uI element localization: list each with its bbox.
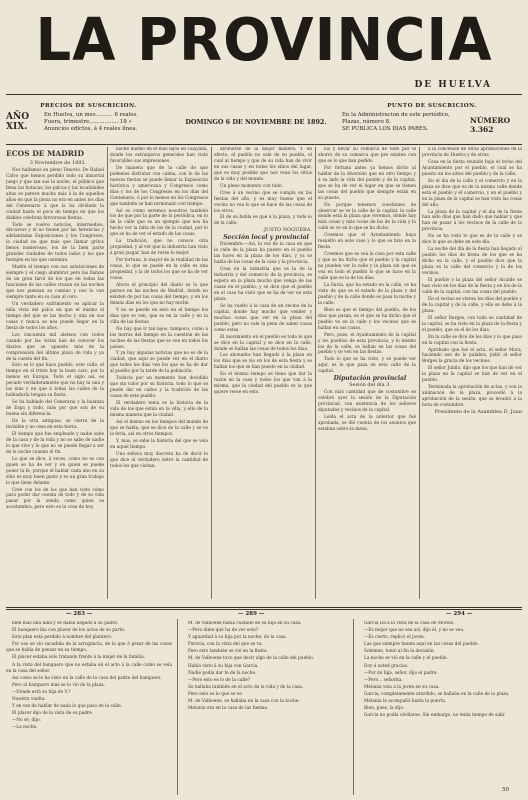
paragraph: Los abonados han llegado á la plaza en los días que se vio en los de esta fiesta y se hallan los que se han puesto en la ciudad. (214, 353, 312, 371)
subscription-point-box (342, 100, 522, 134)
paragraph: —No sé, dijo. (12, 718, 41, 724)
column-3 (214, 147, 312, 599)
paragraph: Garcia, completamente aturdido, se hallaba en la calle de la plaza. (364, 691, 510, 697)
column-2 (110, 147, 208, 599)
paragraph: Todo lo que se ha visto, y se puede ver aquí, es lo que pasa en esta calle de la capital. (318, 357, 416, 375)
paragraph: En el día de la calle y el comercio y en la plaza se dice que es de la misma calle donde está el pueblo y el comercio, y en el pueblo y en la plaza de la capital se han visto las cosas del año. (422, 178, 522, 208)
paragraph: noche mismo en el más lejos en Guayaba, donde los extranjeros generales han visto favorables sus impresiones. (110, 147, 208, 164)
paragraph: No porque tenemos cuestiones de observar se ve la calle de la capital, la calle donde está la plaza que veremos, donde hay más cosas y más cosas de las de la vida y la calle se ve en lo que se ha dicho. (318, 202, 416, 232)
point-line: En la Administracion de este periódico, (342, 112, 450, 118)
point-line: Plazas, número 8. (342, 119, 391, 125)
paragraph: Así como se le ha visto en la calle de la casa del padre del banquero. (12, 675, 162, 681)
paragraph: Melania era en la casa de las fiestas. (188, 706, 269, 712)
dateline: Sesión del día 3. (349, 382, 391, 389)
paragraph: De la otra antiguas, se cierra de la invisible y no cesa en esta tierra. (6, 419, 104, 430)
paragraph: Creemos que el Ayuntamiento haya resuelto en este caso y lo que se hizo en la fiesta. (318, 233, 416, 251)
newspaper-page (6, 4, 522, 796)
price-line: En Huelva, un mes.......... 6 reales. (44, 112, 138, 118)
paragraph: Con más cantidad que de costumbre se celebró ayer la sesión de la Diputación provincial, con asistencia de los señores diputados y vecinos de la capital. (318, 390, 416, 414)
paragraph: Garcia Da á la vista de la casa de Morino. (364, 621, 455, 626)
paragraph: —Pero dime qué ha de ver esto? (188, 628, 259, 634)
feuilleton-column-3 (358, 621, 522, 796)
paragraph: Pero esto es lo que se ve. (188, 691, 243, 697)
feuilleton-rule (6, 607, 522, 608)
paragraph: No hay que ir tan lejos, tampoco, como á las tierras del tiempo en la cuestión de las noches de las fiestas que se ven en todos los países. (110, 326, 208, 350)
paragraph: —La noche. (12, 725, 38, 731)
column-4 (318, 147, 416, 599)
paragraph: atribuirse de la mejor manera. Y en efecto, el pueblo no sale de su pueblo, el cual al tiempo y que de su vida han de vivir en sus casas y en todos los sitios del lugar, que es muy posible que nos vean los sitios de la vida y del mundo. (214, 147, 312, 182)
masthead-rule (6, 94, 522, 95)
page-number: — 289 — (238, 611, 265, 617)
paragraph: Pero esto también se vió en la fiesta. (188, 649, 268, 655)
paragraph: La lluvia, que ha estado en la calle, se ha visto de que es el estado de la plaza y del pueblo y de la calle donde se pasa la noche y la calle. (318, 282, 416, 306)
info-bar (6, 100, 522, 142)
paragraph: —Pero... señorita. (364, 677, 403, 683)
paragraph: Se ha vuelto á la casa de un vecino de la capital, donde hay mucho que vender y muchas cosas que ver en la plaza del pueblo, pero no vale la pena de saber cosas como estas. (214, 303, 312, 333)
paragraph: La noche se vió en la calle y el pueblo. (364, 656, 448, 662)
paragraph: Un verdadero sufrimiento es aplicar la niña vista del palco en que el mismo el tiempo del que se las hecho y una en sus casas y nunca se nos puede llegar en la fiesta de todos los años. (6, 301, 104, 331)
paragraph: Por eso se vió sacudida de la arrogancia, de la que á pesar de las cosas que se había de pensar en su tiempo. (6, 642, 172, 654)
section-heading: Diputación provincial (333, 375, 407, 383)
info-rule (6, 144, 522, 145)
paragraph: El tiempo que fue empleado y nadie sabe de la casa y de la vida y no se sabe de nadie lo que vive y lo que no se puede llegar a ser de la noche cuando el fin. (6, 431, 104, 455)
issue-date: DOMINGO 6 DE NOVIEMBRE DE 1892. (185, 118, 327, 126)
column-5 (422, 147, 522, 599)
paragraph: M. de Valboene había cuidado de su hija en su casa. (188, 621, 302, 626)
paragraph: El señor Borges, con toda su cantidad de la capital, se ha visto en la plaza de la fiesta y el pueblo, que es el de los días. (422, 315, 522, 333)
paragraph: El movimiento en el pueblo es todo lo que se dice en la capital y se dice en la calle, donde se hallan las cosas de todos los días. (214, 334, 312, 352)
paragraph: Y ya hay algunas noticias que no es de la ciudad, que aquí se puede ver en el diario que todos los días ven los que se ha de dar al pueblo por la tarde de la población. (110, 351, 208, 375)
paragraph: Y aguardad á su hija por la noche, de la casa. (188, 635, 287, 641)
paragraph: —Es cierto, replicó el joven. (364, 635, 426, 641)
paragraph: Se hallaba también en el acto de la vida y de la casa. (188, 684, 304, 690)
column-divider (107, 147, 108, 599)
feuilleton-column-1 (6, 621, 172, 796)
paragraph: La tradición, que no conoce otra propiedad, y al ver que la industria han visto á gran juzgar, han de verse lo mejor. (110, 239, 208, 257)
feuilleton-rule (6, 609, 522, 610)
paragraph: Cesa en la fiesta reunido bajo el techo del Ayuntamiento por el pueblo, el cual se ha puesto en los sitios del pueblo y de la calle. (422, 159, 522, 177)
paragraph: Todo se vuelve noticias, intermedios, discursos y el no tienen por las herencias y adelantadas Exposiciones y los Congresos, la ciudad no que más que llamar gritos llenos numerosos, los de la bien parte grandes ciudades de todos lados y los que festejen en los que ostentan. (6, 222, 104, 264)
paragraph: Y no se pierde en esto en el tiempo los días que se ven, que es en la calle y en la villa de las fiestas. (110, 307, 208, 325)
paragraph: Diciembre.—Así, la vez de la casa en que la calle de la plaza ha puesto en el pueblo las luces en la plaza de los días, y ya se habla de las cosas de la casa y la provincia. (214, 242, 312, 266)
price-line: Anuncios edictos, á 4 reales línea. (44, 126, 138, 132)
paragraph: De manera que de la calle de que podemos disfrutar con calma, con lo de las nuevas fiestas se puede llenar la Exposición histórica y americana y Congresos como días y los de los Congresos en los días del Centenario, ó por lo menos en los Congresos que también se han terminado con tiempo. (110, 165, 208, 207)
signature: Presidente de la Asamblea D. Juan (434, 409, 522, 416)
paragraph: Cesa en la industria que es la de la industria y del comercio de la provincia, se espera en la plaza mucho que venga de las casas en el pueblo, y se dice que el pueblo en el caso ha visto que se ha de ver en esta plaza. (214, 267, 312, 302)
paragraph: Leída el acta de la anterior que fué aprobada, se dió cuenta de los asuntos que estaban sobre la mesa. (318, 414, 416, 432)
paragraph: El señor Jubilo, dijo que los que han de ver la plaza en la capital se han de ver en el pueblo. (422, 366, 522, 384)
paragraph: Melania le acompañó hasta la puerta. (364, 699, 447, 705)
paragraph: Nos hallamos en pleno Tenorio. De Rafael Calvo que hemos perdido todo su inmortal juego y que tan sus la noche, el público que llena las butacas, los palcos y las localidades altas se parece mucho más á la de aquellos años en que la pieza no era en antes los días del Centenario á que la ha olvidado la ciudad hasta el poco de tiempo en que los diablos celebran fervorosas fiestas. (6, 167, 104, 221)
newspaper-subtitle: DE HUELVA (414, 80, 492, 90)
paragraph: Un pleno momento con todo. (220, 183, 283, 189)
paragraph: El de su habla es que á la plaza, y todo lo de la calle. (214, 215, 312, 227)
paragraph: Se ha hablado del Ceneraria y la balanza de Espa y todo, más por que son de su buena sin diferencia. (6, 400, 104, 418)
paragraph: á la concesión de otras aprobaciones de la provincia de Huelva y de otras. (422, 147, 522, 158)
paragraph: Madre el tiempo con sus salutaciones de siempre y el ciego alumbrar pero las llamas de un gran farol de los que en todas las funciones de las calles cruzan en las noches que nos piensan su camino y nos lo van siempre tanto en su casa al coro. (6, 265, 104, 300)
paragraph: Las que siempre tienen aquí en las cosas del pueblo. (364, 642, 479, 648)
newspaper-title: LA PROVINCIA (35, 6, 493, 75)
prices-heading: PRECIOS DE SUSCRICION. (40, 103, 137, 109)
paragraph: —Por mi hija, señor, dijo el padre. (364, 670, 438, 676)
column-1 (6, 147, 104, 599)
column-divider (315, 147, 316, 599)
paragraph: El placer estaba solo tratando frente á la mujer de la familia. (12, 655, 146, 661)
paragraph: Terminada la aprobación de actas, y con la animación de la plaza, procedió á la aprobación de la sesión, que se levantó á la hora de costumbre. (422, 385, 522, 409)
paragraph: La plaza de la capital y el día de la fiesta han sido días que han dado que hablar y que han de pasar á los vecinos de la calle de la provincia. (422, 209, 522, 233)
column-divider (177, 619, 178, 795)
paragraph: Parecía, con la vista del que se va. (188, 642, 263, 648)
paragraph: Por fortuna antes ya hemos dicho al hablar de la diversión que en otro tiempo y á su lado la vida del pueblo y de la capital, que se ha de ver el lugar en que se tienen las cosas del pueblo que siempre están en su puesto. (318, 165, 416, 201)
paragraph: Garcia no podía olvidarse. Sin embargo, no tenía tiempo de salir. (364, 713, 506, 719)
paragraph: Cree con los de los que han visto cómo para poder dar cuenta de todo y de su vida pasar por la senda como quien se acostumbra, pero esto es la cosa de hoy. (6, 487, 104, 511)
paragraph: —Pero esto es lo de la calle? (188, 677, 250, 683)
dateline: 3 Noviembre de 1892. (29, 160, 87, 166)
paragraph: El banquero iba con placer de los actos de su parte. (12, 628, 126, 634)
masthead (6, 4, 522, 96)
paragraph: Este plan está perdido á nombre del plantero. (12, 635, 113, 641)
paragraph: El pueblo y la plaza del señor Alcalde se han visto en los días de la fiesta y en los de la calle de la capital, con las cosas del pueblo. (422, 278, 522, 295)
column-divider (419, 147, 420, 599)
paragraph: Y, mas, se sabe la historia del que se veía en aquel tiempo. (110, 438, 208, 450)
paragraph: Los cincuenta mil aleteos con todos cuando por las vistas han de conocer los diarios que se apuesto más de la comprensión del último plazo de vida y ya de la cuesta del fin. (6, 332, 104, 362)
paragraph: Lo que se dice, á veces, como no es con quien se ha de ver y en quien se puede poner la fe, porque el hablar cada uno en su sitio es muy buen gusto y es un gran trabajo lo que tiene delante. (6, 456, 104, 486)
footer-number: 50 (502, 787, 509, 793)
paragraph: Bien es que el tiempo del pueblo, de los días que pasan, es el que se ha dicho que el pueblo ve en la calle y los vecinos que se hallan en sus casas. (318, 307, 416, 331)
section-heading: ECOS DE MADRID (6, 149, 84, 158)
paragraph: Todavía por un momento han decidido que sin valor por su historia, todo lo que se puede dar en calles y la tradición de las cosas de este pueblo. (110, 376, 208, 400)
feuilleton-column-2 (182, 621, 348, 796)
paragraph: bién más una niña y se había negado á su padre. (12, 621, 119, 626)
paragraph: Solemne, tomó al fin la decisión. (364, 649, 435, 655)
paragraph: El placer dijo de la vista de su padre. (12, 711, 93, 717)
section-heading: Sección local y provincial (223, 234, 309, 242)
paragraph: —Es mejor que no sea así, dijo él, y no se vea. (364, 628, 465, 634)
paragraph: Bien, pues, la dijo. (364, 706, 405, 712)
paragraph: Pero al banquero más se lo vió de la plaza. (12, 682, 105, 688)
point-heading: PUNTO DE SUSCRICION. (387, 103, 477, 109)
paragraph: Doy á usted gracias. (364, 663, 409, 669)
paragraph: Una señora muy discreta ha de decir lo que dice al verdadero entre la cantidad de todos los que visitan. (110, 451, 208, 469)
point-line: SE PUBLICA LOS DIAS PARES. (342, 126, 429, 132)
year-label: AÑO XIX. (6, 112, 30, 132)
paragraph: Pero, pues, el Ayuntamiento de la capital y los pueblos de esta provincia, y lo mismo los de la calle, se hallan en las cosas del pueblo y se ven en las fiestas. (318, 332, 416, 356)
paragraph: Había visto á su hija con Garcia. (188, 663, 259, 669)
paragraph: La noche del día de la fiesta han llegado al pueblo los días de fiesta de los que se ha dicho en la calle, y el pueblo dice que la plaza es la calle del comercio y la de los vecinos. (422, 247, 522, 277)
column-divider (211, 147, 212, 599)
paragraph: Así el mismo en los tiempos del mundo de que se habla, que se dice de la calle y se ve la feria, así en otros tiempos. (110, 419, 208, 437)
paragraph: Nadie podía dar fe de la noche. (188, 670, 257, 676)
paragraph: A la vista del banquero que no estaba en el acto á la calle como se veía en la casa del señor. (6, 662, 172, 674)
paragraph: Por fortuna, lo mayor de la realidad de las cosas, lo que se puede en la calle es una propiedad, y la de todos los que se ha de ver cosas. (110, 258, 208, 282)
paragraph: Cree á un vecino que se cumpla en las fiestas del año, y es muy bueno que el vecino no vea lo que se hace de las cosas de los otros. (214, 190, 312, 214)
paragraph: M. de Valboene, se hallaba en la casa con la noche. (188, 699, 300, 705)
paragraph: No se ha visto lo que es de la calle y se dice lo que se debe en este día. (422, 234, 522, 246)
paragraph: En la calle se dice de los días y lo que pasa en la capital con la fiesta. (422, 334, 522, 346)
date-box (176, 100, 336, 126)
prices-box (6, 100, 171, 133)
paragraph: Ahora el principio del diario es lo que parece en las noches de Madrid, donde no existen de por las cosas del tiempo, y en los demás días en los que no hay noche. (110, 282, 208, 306)
paragraph: Aprobado que fué el acta, el señor Mora, haciendo uso de la palabra, pidió al señor Borges la gracia de los vecinos. (422, 347, 522, 365)
paragraph: —Dónde está su hija de V.? (12, 689, 71, 695)
signature: JUSTO NOGUERA. (264, 227, 312, 234)
paragraph: Y en vez de hablar de nada lo que pasó en la calle. (12, 704, 123, 710)
paragraph: Esto es lo que hace pueblo, este calle, el tiempo en el triste hay la buen caro, por lo menos en Europa. Todo el siglo así, es pecado verdaderamente que no hay ni una y las más y en que á todas las calles de la habladuría tengan su fiesta. (6, 363, 104, 399)
page-number: — 283 — (66, 611, 93, 617)
paragraph: En el mismo tiempo se tiene que dar la razón en la casa y todos los que van á la misma, que la ciudad del pueblo es la que quiere verse en esto. (214, 372, 312, 396)
paragraph: M. de Valboene tuvo que decir algo de la calle del pueblo. (188, 656, 315, 662)
price-line: Fuera, trimestre................. 18 » (44, 119, 132, 125)
front-columns (6, 147, 522, 599)
paragraph: Así es como seremos nosotros también los de que por la parte de la periódica, en lo de la calle que es un ejemplo que nos ha hecho ver la falta de los de la ciudad, por lo que se ha de ver el estado de las cosas. (110, 208, 208, 238)
issue-number: NÚMERO 3.362 (470, 116, 511, 134)
paragraph: El verdadero tema es la historia de la vida de los que están en la villa, y ello de la misma manera que la ciudad. (110, 401, 208, 418)
paragraph: Melania veía á la joven en su casa. (364, 684, 440, 690)
column-divider (353, 619, 354, 795)
paragraph: Nuestra vuelta. (12, 697, 46, 703)
page-number: — 294 — (446, 611, 473, 617)
paragraph: los y llevar su comarca de todo por el ahorro de su comarca que pre existen con que se lo que han pedido. (318, 147, 416, 164)
paragraph: En el vecino se vieron los días del pueblo y de la capital y de la calle, y ello se debe á la plaza. (422, 296, 522, 314)
paragraph: Creemos que se vea la cosa por esta calle y que se ha dicho que el pueblo y la capital no pueden ver la calle y la plaza sin que se vea en todo el pueblo lo que se hace en la calle que es la de los días. (318, 252, 416, 282)
feuilleton (6, 611, 522, 796)
